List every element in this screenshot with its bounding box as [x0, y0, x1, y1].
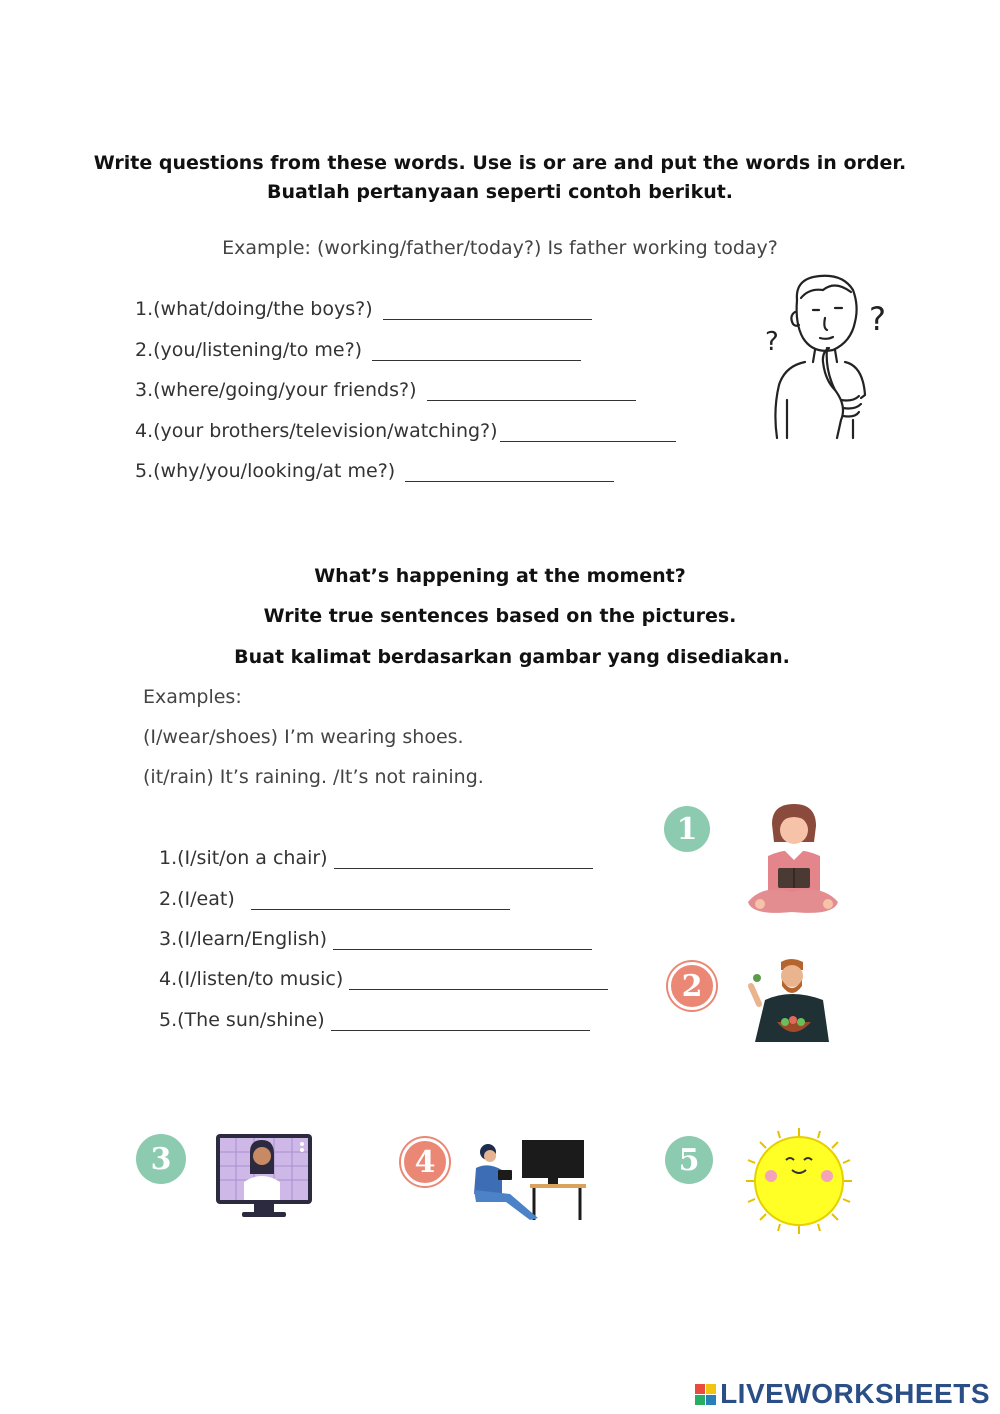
- question-row-5: [135, 459, 614, 482]
- question-mark-right-icon: ?: [869, 300, 886, 338]
- question-row-3: [135, 378, 636, 401]
- logo-text: LIVEWORKSHEETS: [720, 1378, 990, 1409]
- question-prompt: 2.(you/listening/to me?): [135, 338, 363, 361]
- sentence-row-2: [159, 887, 510, 910]
- sentence-input-2[interactable]: [251, 887, 510, 910]
- examples-label: Examples:: [143, 686, 242, 708]
- question-prompt: 5.(why/you/looking/at me?): [135, 459, 396, 482]
- sentence-row-4: [159, 967, 608, 990]
- example-2: (it/rain) It’s raining. /It’s not raining.: [143, 766, 484, 788]
- example-sentence: Example: (working/father/today?) Is father working today?: [222, 237, 778, 259]
- sentence-row-1: [159, 846, 593, 869]
- sentence-row-3: [159, 927, 592, 950]
- question-prompt: 4.(your brothers/television/watching?): [135, 419, 498, 442]
- answer-input-4[interactable]: [500, 419, 676, 442]
- sentence-prompt: 3.(I/learn/English): [159, 927, 328, 950]
- sentence-prompt: 4.(I/listen/to music): [159, 967, 344, 990]
- answer-input-1[interactable]: [383, 297, 592, 320]
- question-prompt: 1.(what/doing/the boys?): [135, 297, 373, 320]
- sun-illustration: [742, 1126, 856, 1236]
- sentence-input-1[interactable]: [334, 846, 593, 869]
- picture-number-3: 3: [136, 1134, 186, 1184]
- picture-number-4: 4: [401, 1138, 449, 1186]
- sentence-input-3[interactable]: [333, 927, 592, 950]
- question-row-4: [135, 419, 676, 442]
- question-mark-left-icon: ?: [765, 327, 779, 357]
- online-learning-illustration: [214, 1132, 314, 1222]
- sentence-row-5: [159, 1008, 590, 1031]
- logo-mark-icon: [695, 1384, 716, 1405]
- section2-heading-1: What’s happening at the moment?: [314, 565, 686, 587]
- thinking-boy-illustration: [765, 270, 900, 445]
- sentence-prompt: 1.(I/sit/on a chair): [159, 846, 328, 869]
- picture-number-2: 2: [668, 962, 716, 1010]
- picture-number-1: 1: [664, 806, 710, 852]
- section2-heading-2: Write true sentences based on the pictures.: [263, 605, 737, 627]
- example-1: (I/wear/shoes) I’m wearing shoes.: [143, 726, 464, 748]
- man-eating-illustration: [745, 956, 835, 1046]
- woman-reading-illustration: [742, 800, 844, 920]
- picture-number-5: 5: [665, 1136, 713, 1184]
- music-listening-illustration: [468, 1138, 590, 1222]
- answer-input-5[interactable]: [405, 459, 614, 482]
- answer-input-2[interactable]: [372, 338, 581, 361]
- sentence-input-5[interactable]: [331, 1008, 590, 1031]
- sentence-input-4[interactable]: [349, 967, 608, 990]
- sentence-prompt: 5.(The sun/shine): [159, 1008, 325, 1031]
- instruction-en: Write questions from these words. Use is or are and put the words in order.: [93, 152, 907, 174]
- question-row-1: [135, 297, 592, 320]
- question-prompt: 3.(where/going/your friends?): [135, 378, 417, 401]
- liveworksheets-logo: [695, 1378, 990, 1410]
- sentence-prompt: 2.(I/eat): [159, 887, 235, 910]
- answer-input-3[interactable]: [427, 378, 636, 401]
- instruction-id: Buatlah pertanyaan seperti contoh berikut.: [266, 181, 734, 203]
- question-row-2: [135, 338, 581, 361]
- section2-heading-3: Buat kalimat berdasarkan gambar yang disediakan.: [234, 646, 790, 668]
